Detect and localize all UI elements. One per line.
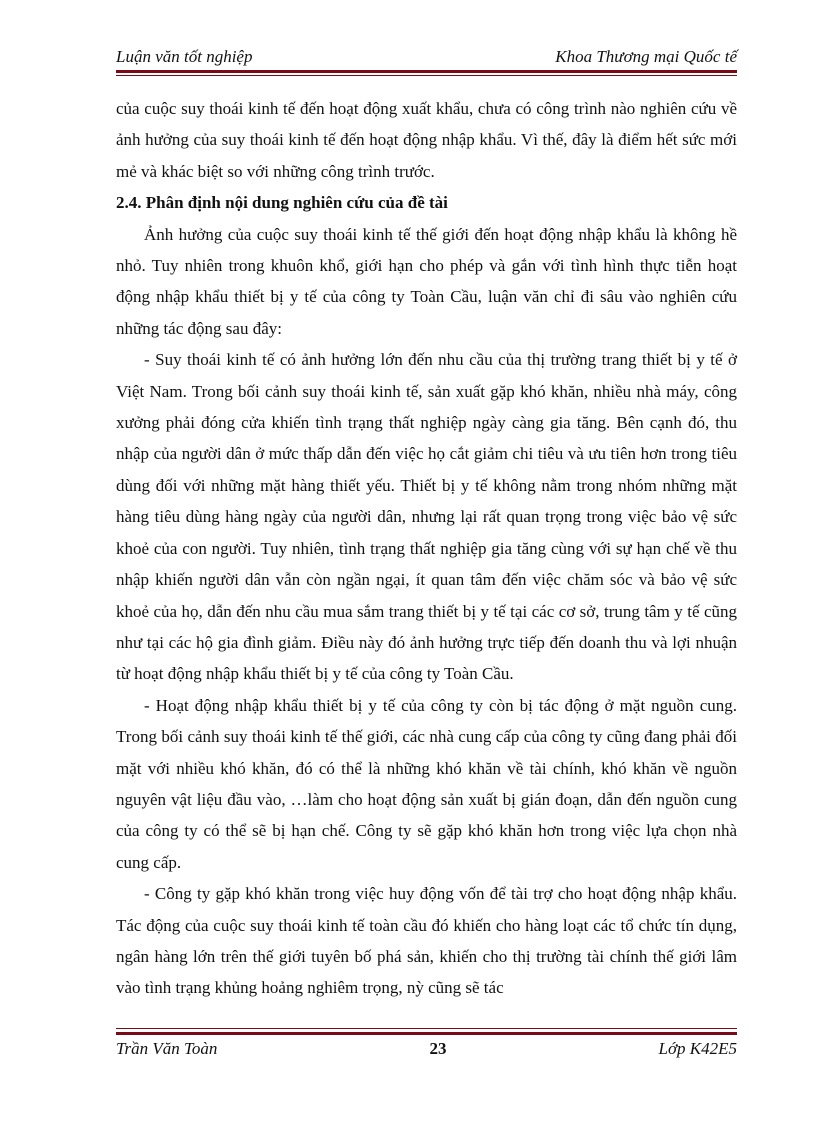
page-header xyxy=(116,46,737,68)
footer-rule-thin xyxy=(116,1028,737,1029)
bullet-demand: - Suy thoái kinh tế có ảnh hưởng lớn đến nhu cầu của thị trường trang thiết bị y tế ở Việt Nam. Trong bối cảnh suy thoái kinh tế, sản xuất gặp khó khăn, nhiều nhà máy, công xưởng phải đóng cửa khiến tình trạng thất nghiệp ngày càng gia tăng. Bên cạnh đó, thu nhập của người dân ở mức thấp dẫn đến việc họ cắt giảm chi tiêu và ưu tiên hơn trong tiêu dùng đối với những mặt hàng thiết yếu. Thiết bị y tế không nằm trong nhóm những mặt hàng tiêu dùng hàng ngày của người dân, nhưng lại rất quan trọng trong việc bảo vệ sức khoẻ của con người. Tuy nhiên, tình trạng thất nghiệp gia tăng cùng với sự hạn chế về thu nhập khiến người dân vẫn còn ngần ngại, ít quan tâm đến việc chăm sóc và bảo vệ sức khoẻ của họ, dẫn đến nhu cầu mua sắm trang thiết bị y tế tại các cơ sở, trung tâm y tế cũng như tại các hộ gia đình giảm. Điều này đó ảnh hưởng trực tiếp đến doanh thu và lợi nhuận từ hoạt động nhập khẩu thiết bị y tế của công ty Toàn Cầu. xyxy=(116,350,737,684)
footer-class: Lớp K42E5 xyxy=(658,1039,737,1058)
bullet-supply: - Hoạt động nhập khẩu thiết bị y tế của công ty còn bị tác động ở mặt nguồn cung. Trong bối cảnh suy thoái kinh tế thế giới, các nhà cung cấp của công ty cũng đang phải đối mặt với nhiều khó khăn, đó có thể là những khó khăn về tài chính, khó khăn về nguồn nguyên vật liệu đầu vào, …làm cho hoạt động sản xuất bị gián đoạn, dẫn đến nguồn cung của công ty có thể sẽ bị hạn chế. Công ty sẽ gặp khó khăn hơn trong việc lựa chọn nhà cung cấp. xyxy=(116,695,737,872)
header-rule-thick xyxy=(116,70,737,73)
footer-author: Trần Văn Toàn xyxy=(116,1039,218,1058)
intro-paragraph: Ảnh hưởng của cuộc suy thoái kinh tế thế giới đến hoạt động nhập khẩu là không hề nhỏ. Tuy nhiên trong khuôn khổ, giới hạn cho phép và gắn với tình hình thực tiễn hoạt động nhập khẩu thiết bị y tế của công ty Toàn Cầu, luận văn chỉ đi sâu vào nghiên cứu những tác động sau đây: xyxy=(116,224,737,338)
footer-rule-thick xyxy=(116,1032,737,1035)
header-rule-thin xyxy=(116,75,737,76)
header-faculty-label: Khoa Thương mại Quốc tế xyxy=(555,47,737,66)
section-heading: 2.4. Phân định nội dung nghiên cứu của đề tài xyxy=(116,193,448,213)
document-body xyxy=(116,93,737,1004)
continuation-paragraph: của cuộc suy thoái kinh tế đến hoạt động xuất khẩu, chưa có công trình nào nghiên cứu về ảnh hưởng của suy thoái kinh tế đến hoạt động nhập khẩu. Vì thế, đây là điểm hết sức mới mẻ và khác biệt so với những công trình trước. xyxy=(116,99,737,181)
header-thesis-label: Luận văn tốt nghiệp xyxy=(116,47,253,66)
page-number: 23 xyxy=(429,1039,447,1058)
bullet-financing: - Công ty gặp khó khăn trong việc huy động vốn để tài trợ cho hoạt động nhập khẩu. Tác động của cuộc suy thoái kinh tế toàn cầu đó khiến cho hàng loạt các tổ chức tín dụng, ngân hàng lớn trên thế giới tuyên bố phá sản, khiến cho thị trường tài chính thế giới lâm vào tình trạng khủng hoảng nghiêm trọng, nỳ cũng sẽ tác xyxy=(116,884,737,998)
page-footer xyxy=(116,1038,737,1060)
